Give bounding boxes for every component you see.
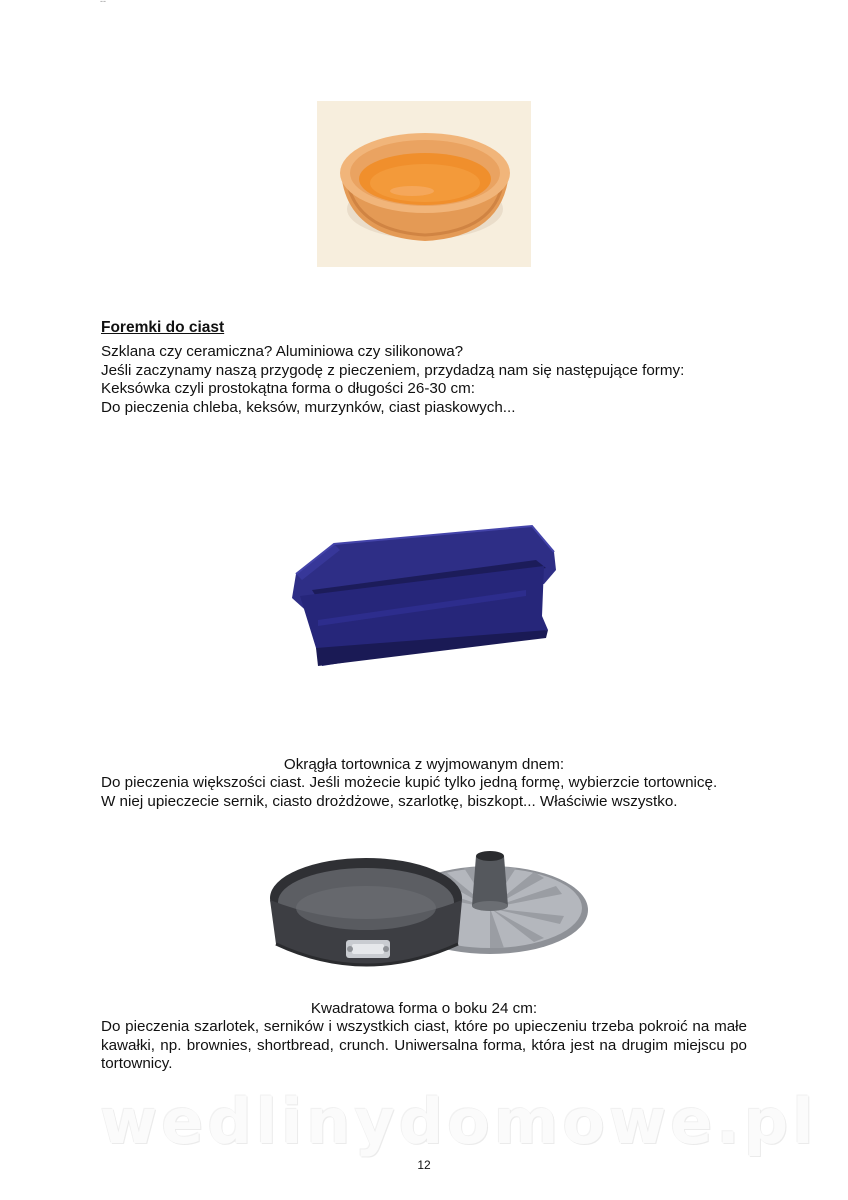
ceramic-dish-image (317, 101, 531, 267)
square-pan-caption: Kwadratowa forma o boku 24 cm: (310, 1000, 538, 1017)
intro-line: Szklana czy ceramiczna? Aluminiowa czy silikonowa? (101, 343, 464, 360)
square-pan-paragraph (101, 1018, 747, 1074)
section-title: Foremki do ciast (101, 319, 225, 336)
springform-line: W niej upieczecie sernik, ciasto drożdżowe, szarlotkę, biszkopt... Właściwie wszystko. (101, 792, 678, 810)
springform-paragraph (101, 774, 747, 811)
page-number: 12 (417, 1158, 431, 1172)
square-pan-text: Do pieczenia szarlotek, serników i wszystkich ciast, które po upieczeniu trzeba pokroić na małe kawałki, np. brownies, shortbread, crunch. Uniwersalna forma, która jest na drugim miejscu po tortownicy. (101, 1018, 747, 1072)
loaf-pan-image (256, 420, 592, 750)
springform-caption: Okrągła tortownica z wyjmowanym dnem: (283, 756, 565, 773)
page-marker: -- (100, 0, 106, 6)
intro-paragraph (101, 343, 747, 417)
springform-pan-image (268, 836, 588, 978)
intro-line: Jeśli zaczynamy naszą przygodę z pieczeniem, przydadzą nam się następujące formy: (101, 361, 685, 379)
watermark: wedlinydomowe.pl (100, 1085, 818, 1158)
springform-line: Do pieczenia większości ciast. Jeśli możecie kupić tylko jedną formę, wybierzcie tortownicę. (101, 774, 718, 791)
intro-line: Do pieczenia chleba, keksów, murzynków, ciast piaskowych... (101, 398, 516, 416)
intro-line: Keksówka czyli prostokątna forma o długości 26-30 cm: (101, 380, 475, 397)
